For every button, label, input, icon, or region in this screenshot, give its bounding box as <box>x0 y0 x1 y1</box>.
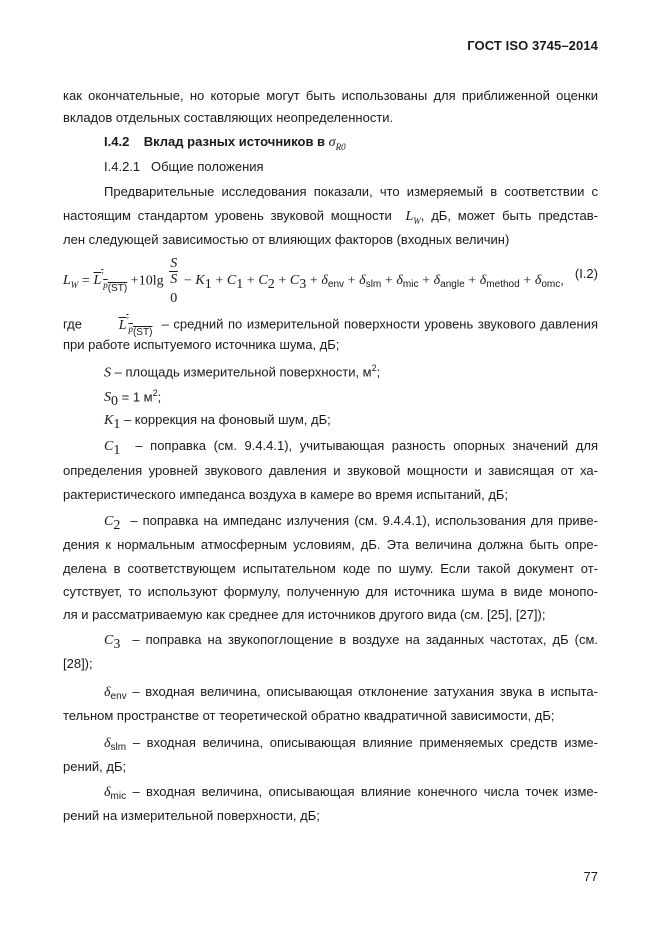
lw-symbol: $L_W$ <box>405 209 421 226</box>
def-s0: $S_0 = 1$ $м^2$; <box>104 388 162 410</box>
def-k1: $K_1$ – коррекция на фоновый шум, дБ; <box>104 412 331 432</box>
def-c2-line-5: ля и рассматриваемую как среднее для источников другого вида (см. [25], [27]); <box>63 607 546 622</box>
def-mic-line-2: рений на измерительной поверхности, дБ; <box>63 808 320 823</box>
equation-i2: $L_W = L'_{p(ST)} +10\lg$ S S $_0$ − $K_1 + C_1 + C_2 + C_3 + \delta_{env} + \delta_{slm} + \delta_{mic} + \delta_{angle} + \delta_{method} + \delta_{omc}$, (I.2) <box>63 256 598 306</box>
def-slm-line-1: $\delta_{slm}$ – входная величина, описывающая влияние применяемых средств изме- <box>104 735 598 753</box>
def-c2-line-4: сутствует, то используют формулу, полученную для источника шума в виде монопо- <box>63 584 598 599</box>
para1-line-3: лен следующей зависимостью от влияющих факторов (входных величин) <box>63 232 510 247</box>
def-c2-line-1: $C_2$ – поправка на импеданс излучения (см. 9.4.4.1), использования для приве- <box>104 513 598 533</box>
def-c3-line-1: $C_3$ – поправка на звукопоглощение в воздухе на заданных частотах, дБ (см. <box>104 632 598 652</box>
para1-line-2: настоящим стандартом уровень звуковой мощности $L_W$, дБ, может быть представ- <box>63 208 598 226</box>
subsection-title: Общие положения <box>150 159 264 174</box>
def-c1-line-3: рактеристического импеданса воздуха в камере во время испытаний, дБ; <box>63 487 509 502</box>
equation-number: (I.2) <box>574 266 598 281</box>
fraction-s-over-s0: S S $_0$ <box>170 256 178 306</box>
para1-line-1: Предварительные исследования показали, что измеряемый в соответствии с <box>104 184 598 199</box>
def-mic-line-1: $\delta_{mic}$ – входная величина, описывающая влияние конечного числа точек изме- <box>104 784 598 802</box>
running-header: ГОСТ ISO 3745–2014 <box>467 38 598 53</box>
section-title: Вклад разных источников в <box>143 134 326 149</box>
section-heading <box>104 130 598 153</box>
subsection-number: I.4.2.1 <box>104 159 141 174</box>
where-line-2: при работе испытуемого источника шума, дБ; <box>63 337 340 352</box>
def-c3-line-2: [28]); <box>63 656 93 671</box>
def-s: S – площадь измерительной поверхности, $м^2$; <box>104 363 381 381</box>
def-c2-line-3: делена в соответствующем испытательном коде по шуму. Если такой документ от- <box>63 561 598 576</box>
def-c1-line-2: определения уровней звукового давления и звуковой мощности и зависящая от ха- <box>63 463 598 478</box>
section-number: I.4.2 <box>104 134 130 149</box>
subsection-heading <box>104 155 598 178</box>
def-c2-line-2: дения к нормальным атмосферным условиям, дБ. Эта величина должна быть опре- <box>63 537 598 552</box>
sigma-symbol: $\sigma_{R0}$ <box>328 135 346 152</box>
page-number: 77 <box>583 869 598 884</box>
intro-line-2: вкладов отдельных составляющих неопределенности. <box>63 110 394 125</box>
def-c1-line-1: $C_1$ – поправка (см. 9.4.4.1), учитывающая разность опорных значений для <box>104 438 598 458</box>
def-env-line-1: $\delta_{env}$ – входная величина, описывающая отклонение затухания звука в испыта- <box>104 684 598 702</box>
def-env-line-2: тельном пространстве от теоретической обратно квадратичной зависимости, дБ; <box>63 708 555 723</box>
def-slm-line-2: рений, дБ; <box>63 759 127 774</box>
intro-line-1: как окончательные, но которые могут быть использованы для приближенной оценки <box>63 88 598 103</box>
where-line-1: где $L'_{p(ST)}$ – средний по измерительной поверхности уровень звукового давления <box>63 315 598 339</box>
